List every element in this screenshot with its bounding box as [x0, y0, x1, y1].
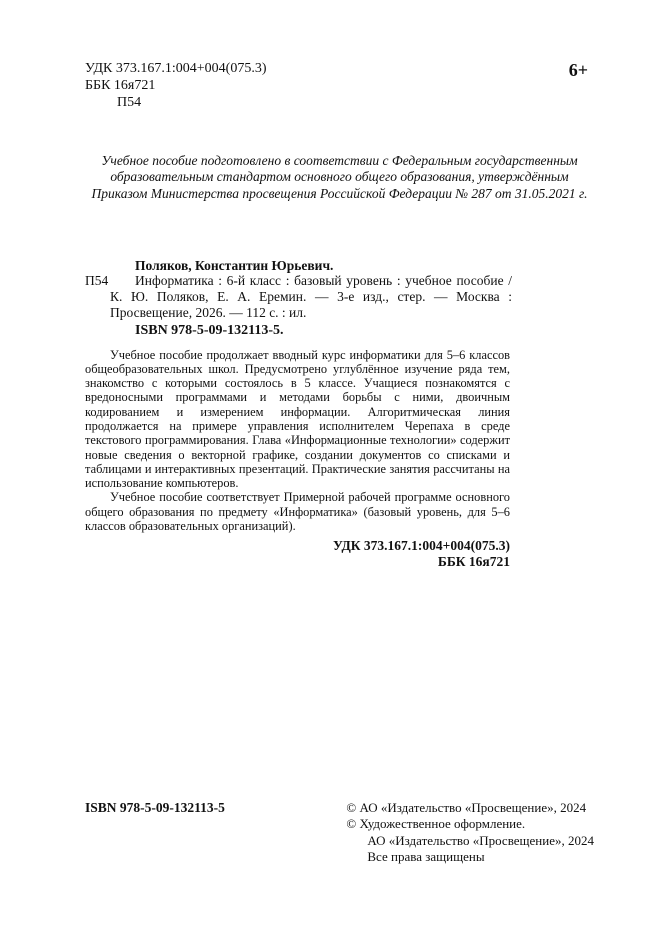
federal-standard-note: Учебное пособие подготовлено в соответствии с Федеральным государственным образовательным стандартом основного общего образования, утверждённым Приказом Министерства просвещения Российской Федерации № 287 от 31.05.2021 г.	[91, 153, 588, 201]
annotation-paragraph-1: Учебное пособие продолжает вводный курс информатики для 5–6 классов общеобразовательных школ. Предусмотрено углублённое изучение ряда тем, знакомство с которыми состоялось в 5 классе. Учащиеся познакомятся с вредоносными программами и методами борьбы с ними, двоичным кодированием и измерением информации. Алгоритмическая линия продолжается на примере управления исполнителем Черепаха в среде текстового программирования. Глава «Информационные технологии» содержит новые сведения о векторной графике, создании документов со списками и таблицами и интерактивных презентаций. Практические занятия рассчитаны на использование компьютеров.	[85, 347, 510, 491]
imprint-footer	[85, 800, 594, 865]
biblio-description-text: Информатика : 6-й класс : базовый уровень : учебное пособие / К. Ю. Поляков, Е. А. Еремин. — 3-е изд., стер. — Москва : Просвещение, 2026. — 112 с. : ил.	[110, 273, 512, 320]
page-content	[85, 60, 590, 570]
footer-isbn: ISBN 978-5-09-132113-5	[85, 800, 225, 815]
biblio-description	[85, 273, 512, 320]
udk-code: УДК 373.167.1:004+004(075.3)	[85, 61, 267, 76]
bibliographic-entry	[85, 257, 512, 340]
classification-codes-right	[85, 538, 510, 570]
annotation-block	[85, 348, 510, 533]
copyright-line: АО «Издательство «Просвещение», 2024	[367, 832, 594, 848]
copyright-line: © Художественное оформление.	[346, 816, 526, 832]
author-sign-code: П54	[117, 95, 142, 111]
udk-code-bottom: УДК 373.167.1:004+004(075.3)	[332, 538, 510, 554]
top-classification-row	[85, 60, 590, 111]
copyright-line: © АО «Издательство «Просвещение», 2024	[346, 800, 587, 815]
copyright-block	[346, 800, 594, 865]
biblio-entry-code: П54	[85, 273, 109, 289]
biblio-author: Поляков, Константин Юрьевич.	[135, 257, 334, 273]
biblio-isbn: ISBN 978-5-09-132113-5.	[135, 323, 284, 339]
udk-bbk-block	[85, 60, 267, 111]
copyright-line: Все права защищены	[367, 848, 485, 864]
bbk-code: ББК 16я721	[85, 78, 156, 94]
bbk-code-bottom: ББК 16я721	[437, 554, 510, 570]
age-rating-badge: 6+	[568, 60, 588, 80]
annotation-paragraph-2: Учебное пособие соответствует Примерной рабочей программе основного общего образования по предмету «Информатика» (базовый уровень, для 5–6 классов образовательных организаций).	[85, 490, 510, 533]
